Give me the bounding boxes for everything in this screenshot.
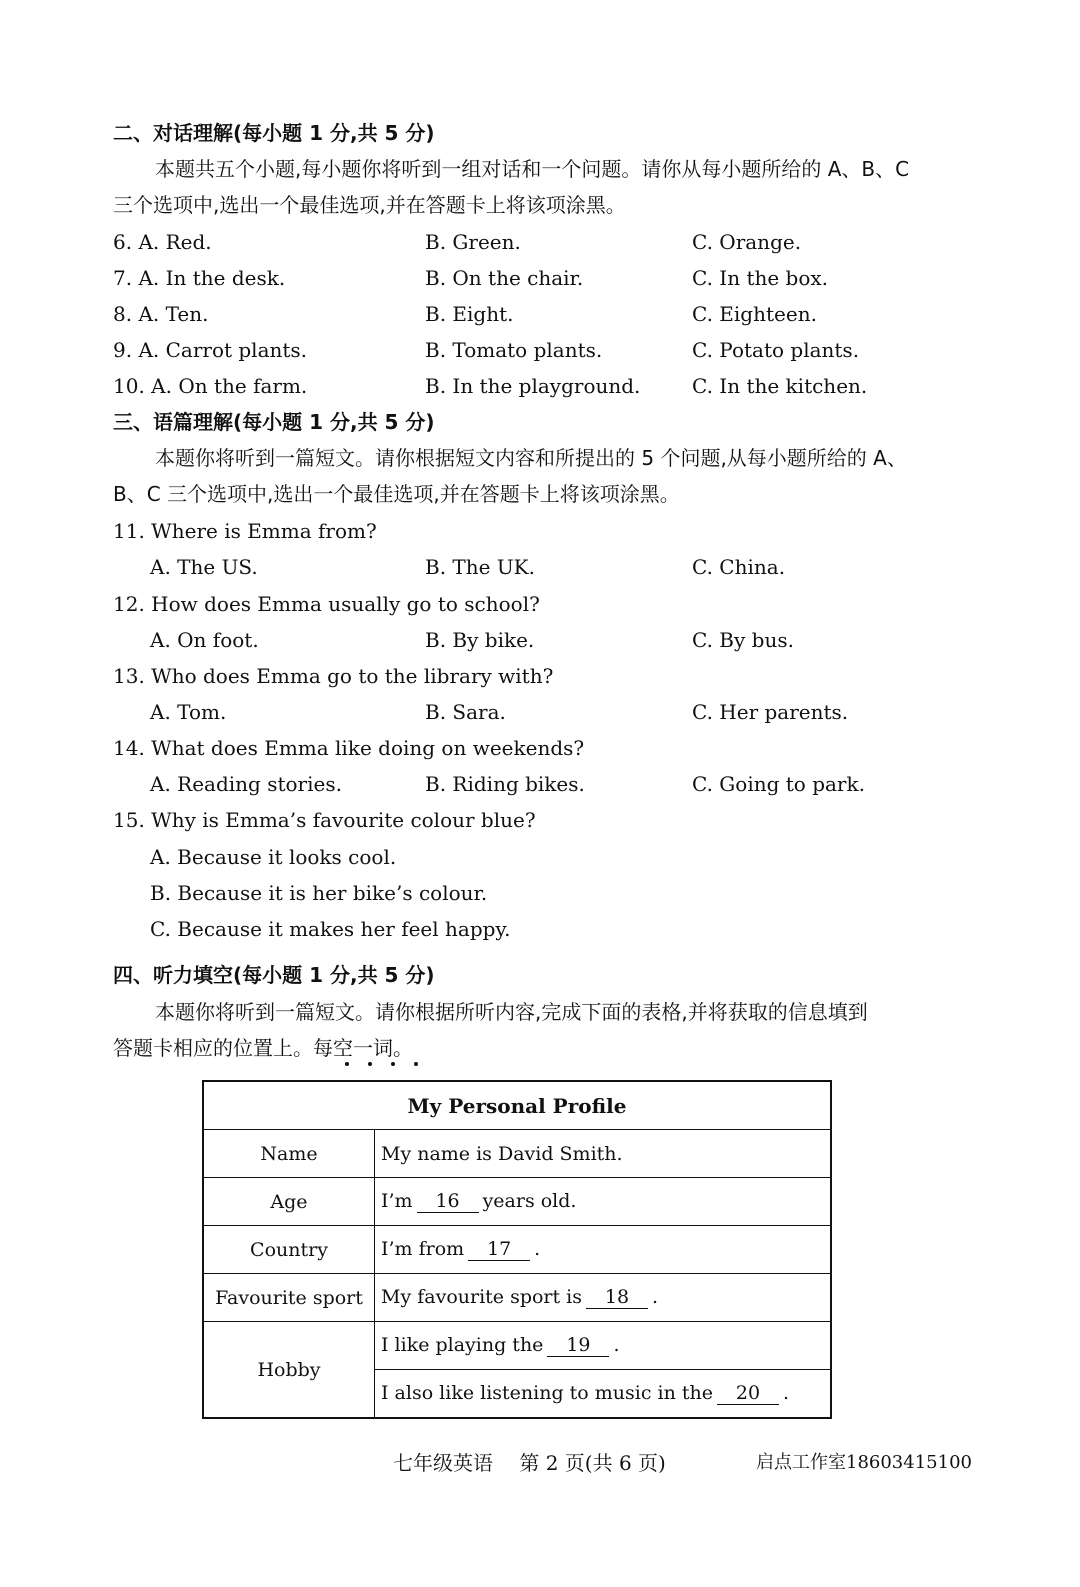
q9-option-c: C. Potato plants. bbox=[692, 338, 860, 362]
hobby2-prefix: I also like listening to music in the bbox=[381, 1382, 714, 1404]
country-value bbox=[375, 1226, 832, 1274]
section4-instruction-line2-text: 答题卡相应的位置上。 bbox=[113, 1036, 313, 1060]
age-suffix: years old. bbox=[482, 1190, 577, 1212]
q15-question: 15. Why is Emma’s favourite colour blue? bbox=[113, 808, 536, 832]
table-row bbox=[203, 1178, 831, 1226]
q7-option-c: C. In the box. bbox=[692, 266, 829, 290]
sport-label: Favourite sport bbox=[203, 1274, 375, 1322]
q12-option-b: B. By bike. bbox=[425, 628, 535, 652]
section2-instruction-line2: 三个选项中,选出一个最佳选项,并在答题卡上将该项涂黑。 bbox=[113, 193, 626, 217]
q9-option-a: 9. A. Carrot plants. bbox=[113, 338, 308, 362]
section2-instruction-line1: 本题共五个小题,每小题你将听到一组对话和一个问题。请你从每小题所给的 A、B、C bbox=[155, 157, 910, 181]
sport-prefix: My favourite sport is bbox=[381, 1286, 583, 1308]
q6-option-c: C. Orange. bbox=[692, 230, 802, 254]
q15-option-b: B. Because it is her bike’s colour. bbox=[150, 881, 488, 905]
q13-question: 13. Who does Emma go to the library with? bbox=[113, 664, 554, 688]
age-prefix: I’m bbox=[381, 1190, 413, 1212]
sport-value bbox=[375, 1274, 832, 1322]
page-footer: 七年级英语 第 2 页(共 6 页) bbox=[393, 1451, 666, 1475]
section4-heading: 四、听力填空(每小题 1 分,共 5 分) bbox=[113, 963, 435, 987]
table-title-row bbox=[203, 1081, 831, 1130]
blank-16: 16 bbox=[417, 1190, 479, 1213]
q10-option-b: B. In the playground. bbox=[425, 374, 641, 398]
q13-option-b: B. Sara. bbox=[425, 700, 506, 724]
q13-option-a: A. Tom. bbox=[150, 700, 227, 724]
q12-option-a: A. On foot. bbox=[150, 628, 259, 652]
table-row bbox=[203, 1226, 831, 1274]
emphasis-text: 每空一词 bbox=[313, 1036, 393, 1060]
name-value: My name is David Smith. bbox=[375, 1130, 832, 1178]
q12-question: 12. How does Emma usually go to school? bbox=[113, 592, 540, 616]
q8-option-c: C. Eighteen. bbox=[692, 302, 817, 326]
q14-option-a: A. Reading stories. bbox=[150, 772, 342, 796]
table-row bbox=[203, 1274, 831, 1322]
table-row bbox=[203, 1130, 831, 1178]
section4-instruction-line2-end: 。 bbox=[393, 1036, 413, 1060]
hobby2-suffix: . bbox=[783, 1382, 790, 1404]
emphasis-dot bbox=[414, 1062, 418, 1066]
country-prefix: I’m from bbox=[381, 1238, 465, 1260]
age-label: Age bbox=[203, 1178, 375, 1226]
q7-option-b: B. On the chair. bbox=[425, 266, 584, 290]
q11-option-c: C. China. bbox=[692, 555, 786, 579]
q14-question: 14. What does Emma like doing on weekends? bbox=[113, 736, 585, 760]
hobby-value-1 bbox=[375, 1322, 832, 1370]
country-label: Country bbox=[203, 1226, 375, 1274]
hobby-value-2 bbox=[375, 1370, 832, 1419]
blank-19: 19 bbox=[547, 1334, 609, 1357]
country-suffix: . bbox=[534, 1238, 541, 1260]
q8-option-a: 8. A. Ten. bbox=[113, 302, 209, 326]
q15-option-a: A. Because it looks cool. bbox=[150, 845, 397, 869]
section3-instruction-line1: 本题你将听到一篇短文。请你根据短文内容和所提出的 5 个问题,从每小题所给的 A、 bbox=[155, 446, 907, 470]
q11-question: 11. Where is Emma from? bbox=[113, 519, 377, 543]
emphasis-dot bbox=[345, 1062, 349, 1066]
hobby1-prefix: I like playing the bbox=[381, 1334, 544, 1356]
q12-option-c: C. By bus. bbox=[692, 628, 794, 652]
q11-option-b: B. The UK. bbox=[425, 555, 535, 579]
blank-20: 20 bbox=[717, 1382, 779, 1405]
q6-option-b: B. Green. bbox=[425, 230, 521, 254]
blank-18: 18 bbox=[586, 1286, 648, 1309]
blank-17: 17 bbox=[468, 1238, 530, 1261]
section3-heading: 三、语篇理解(每小题 1 分,共 5 分) bbox=[113, 410, 435, 434]
section4-instruction-line2 bbox=[113, 1033, 413, 1063]
q10-option-a: 10. A. On the farm. bbox=[113, 374, 308, 398]
emphasis-dot bbox=[391, 1062, 395, 1066]
q10-option-c: C. In the kitchen. bbox=[692, 374, 868, 398]
section2-heading: 二、对话理解(每小题 1 分,共 5 分) bbox=[113, 121, 435, 145]
studio-watermark: 启点工作室18603415100 bbox=[756, 1452, 972, 1473]
profile-table bbox=[202, 1080, 832, 1419]
q6-option-a: 6. A. Red. bbox=[113, 230, 212, 254]
emphasis-dot bbox=[368, 1062, 372, 1066]
q15-option-c: C. Because it makes her feel happy. bbox=[150, 917, 511, 941]
table-row bbox=[203, 1322, 831, 1370]
section4-instruction-line1: 本题你将听到一篇短文。请你根据所听内容,完成下面的表格,并将获取的信息填到 bbox=[155, 1000, 868, 1024]
hobby-label: Hobby bbox=[203, 1322, 375, 1419]
sport-suffix: . bbox=[652, 1286, 659, 1308]
q9-option-b: B. Tomato plants. bbox=[425, 338, 603, 362]
q8-option-b: B. Eight. bbox=[425, 302, 514, 326]
q14-option-b: B. Riding bikes. bbox=[425, 772, 585, 796]
q11-option-a: A. The US. bbox=[150, 555, 258, 579]
q14-option-c: C. Going to park. bbox=[692, 772, 865, 796]
q13-option-c: C. Her parents. bbox=[692, 700, 849, 724]
hobby1-suffix: . bbox=[613, 1334, 620, 1356]
section3-instruction-line2: B、C 三个选项中,选出一个最佳选项,并在答题卡上将该项涂黑。 bbox=[113, 482, 680, 506]
q7-option-a: 7. A. In the desk. bbox=[113, 266, 286, 290]
name-label: Name bbox=[203, 1130, 375, 1178]
age-value bbox=[375, 1178, 832, 1226]
table-title: My Personal Profile bbox=[203, 1081, 831, 1130]
